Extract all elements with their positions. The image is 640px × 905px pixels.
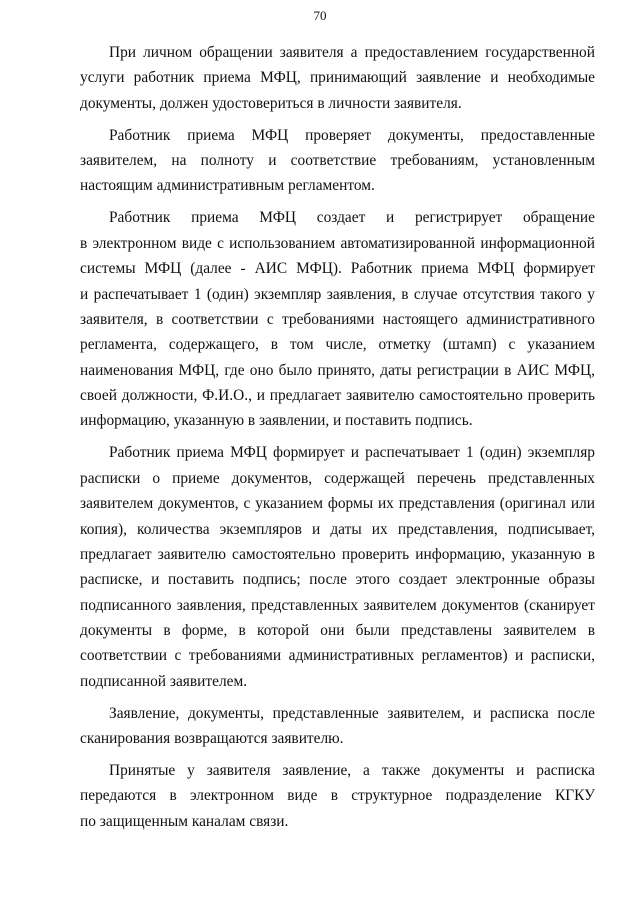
page-number: 70 — [313, 8, 327, 23]
text-line: Работник приема МФЦ формирует и распечатывает 1 (один) экземпляр — [109, 444, 595, 462]
text-line: предлагает заявителю самостоятельно проверить информацию, указанную в — [80, 545, 595, 563]
text-line: При личном обращении заявителя а предоставлением государственной — [109, 44, 595, 61]
text-line: заявителя, в соответствии с требованиями настоящего административного — [80, 310, 595, 328]
text-line: соответствии с требованиями административных регламентов) и расписки, — [80, 647, 595, 665]
text-line: документы в форме, в которой они были представлены заявителем в — [80, 622, 595, 640]
paragraph — [80, 758, 595, 834]
text-line: заявителем, на полноту и соответствие требованиям, установленным — [80, 152, 595, 170]
paragraph — [80, 123, 595, 199]
paragraph — [80, 701, 595, 752]
text-line: Работник приема МФЦ проверяет документы, предоставленные — [109, 126, 595, 144]
text-line: по защищенным каналам связи. — [80, 812, 289, 830]
paragraph — [80, 205, 595, 434]
text-line: подписанного заявления, представленных заявителем документов (сканирует — [80, 596, 595, 614]
text-line: своей должности, Ф.И.О., и предлагает заявителю самостоятельно проверить — [80, 387, 595, 405]
text-line: подписанной заявителем. — [80, 672, 248, 690]
text-line: Принятые у заявителя заявление, а также документы и расписка — [109, 762, 595, 780]
text-line: настоящим административным регламентом. — [80, 177, 375, 195]
text-line: информацию, указанную в заявлении, и поставить подпись. — [80, 412, 473, 430]
text-line: Работник приема МФЦ создает и регистрирует обращение — [109, 209, 595, 227]
text-line: расписки о приеме документов, содержащей перечень представленных — [80, 469, 595, 487]
text-line: документы, должен удостовериться в личности заявителя. — [80, 94, 462, 112]
text-line: Заявление, документы, представленные заявителем, и расписка после — [109, 704, 595, 722]
paragraph — [80, 440, 595, 694]
paragraph — [80, 40, 595, 116]
text-line: наименования МФЦ, где оно было принято, даты регистрации в АИС МФЦ, — [80, 361, 595, 379]
text-line: услуги работник приема МФЦ, принимающий заявление и необходимые — [80, 69, 595, 87]
document-body — [80, 40, 595, 841]
text-line: передаются в электронном виде в структурное подразделение КГКУ — [80, 787, 595, 805]
text-line: регламента, содержащего, в том числе, отметку (штамп) с указанием — [80, 336, 595, 354]
text-line: и распечатывает 1 (один) экземпляр заявления, в случае отсутствия такого у — [80, 285, 595, 303]
text-line: сканирования возвращаются заявителю. — [80, 730, 344, 748]
text-line: расписке, и поставить подпись; после этого создает электронные образы — [80, 571, 595, 589]
text-line: системы МФЦ (далее - АИС МФЦ). Работник приема МФЦ формирует — [80, 260, 595, 278]
text-line: копия), количества экземпляров и даты их представления, подписывает, — [80, 520, 595, 538]
text-line: в электронном виде с использованием автоматизированной информационной — [80, 234, 595, 252]
text-line: заявителем документов, с указанием формы их представления (оригинал или — [80, 495, 595, 513]
